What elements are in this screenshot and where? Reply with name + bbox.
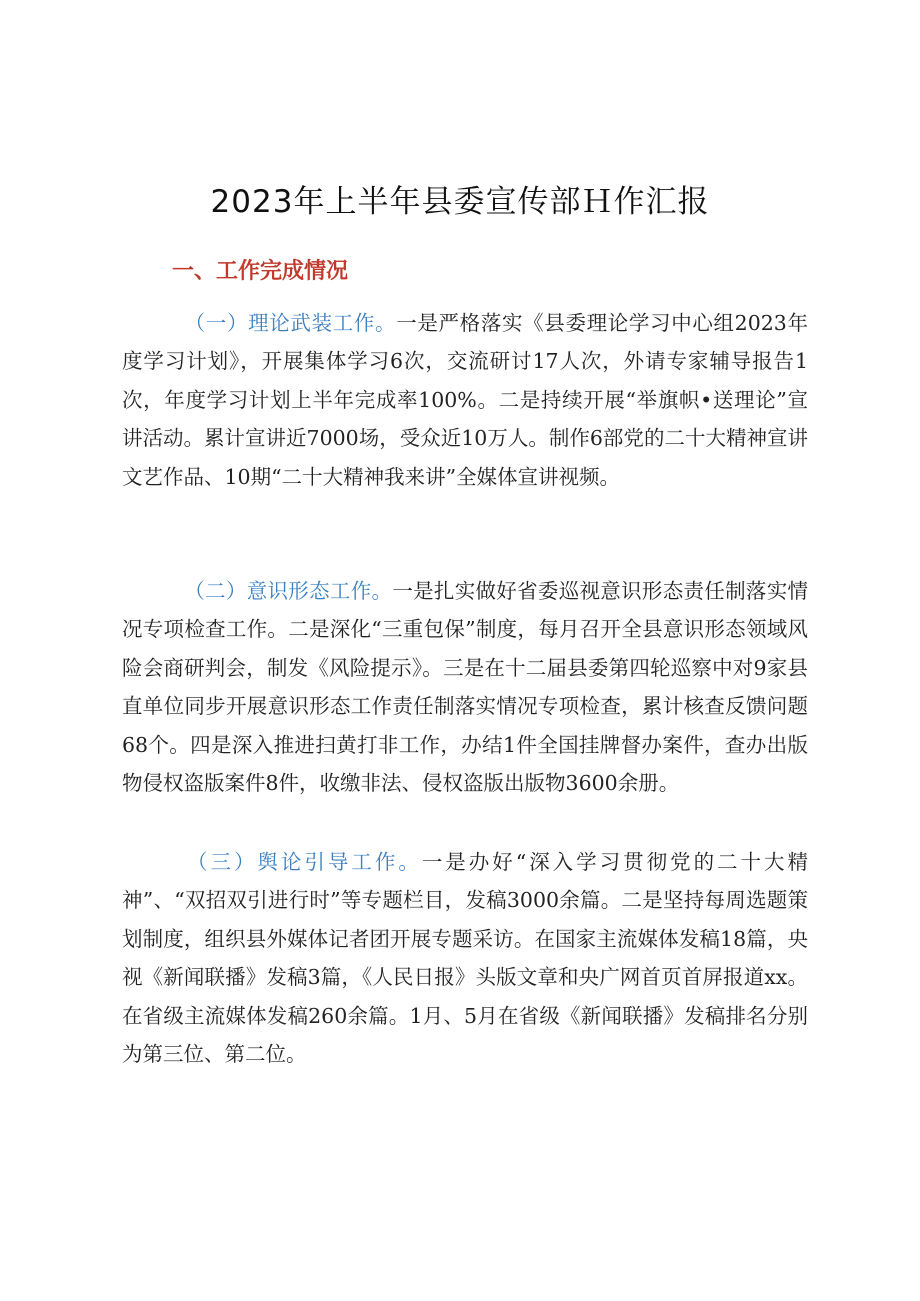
paragraph-text: 一是严格落实《县委理论学习中心组2023年度学习计划》，开展集体学习6次，交流研讨17人次，外请专家辅导报告1次，年度学习计划上半年完成率100%。二是持续开展“举旗帜•送理论”宣讲活动。累计宣讲近7000场，受众近10万人。制作6部党的二十大精神宣讲文艺作品、10期“二十大精神我来讲”全媒体宣讲视频。 [122,311,809,489]
paragraph-text: 一是办好“深入学习贯彻党的二十大精神”、“双招双引进行时”等专题栏目，发稿3000余篇。二是坚持每周选题策划制度，组织县外媒体记者团开展专题采访。在国家主流媒体发稿18篇，央视《新闻联播》发稿3篇，《人民日报》头版文章和央广网首页首屏报道xx。在省级主流媒体发稿260余篇。1月、5月在省级《新闻联播》发稿排名分别为第三位、第二位。 [122,850,809,1067]
paragraph-subtitle: （三）舆论引导工作。 [184,850,422,874]
paragraph-subtitle: （一）理论武装工作。 [184,311,397,335]
paragraph-public-opinion [122,843,808,1073]
paragraph-subtitle: （二）意识形态工作。 [184,579,393,603]
paragraph-theory [122,304,808,496]
paragraph-text: 一是扎实做好省委巡视意识形态责任制落实情况专项检查工作。二是深化“三重包保”制度，每月召开全县意识形态领域风险会商研判会，制发《风险提示》。三是在十二届县委第四轮巡察中对9家县直单位同步开展意识形态工作责任制落实情况专项检查，累计核查反馈问题68个。四是深入推进扫黄打非工作，办结1件全国挂牌督办案件，查办出版物侵权盗版案件8件，收缴非法、侵权盗版出版物3600余册。 [122,579,809,796]
document-title: 2023年上半年县委宣传部Ｈ作汇报 [210,184,710,220]
paragraph-ideology [122,572,808,802]
section-heading: 一、工作完成情况 [172,259,349,284]
